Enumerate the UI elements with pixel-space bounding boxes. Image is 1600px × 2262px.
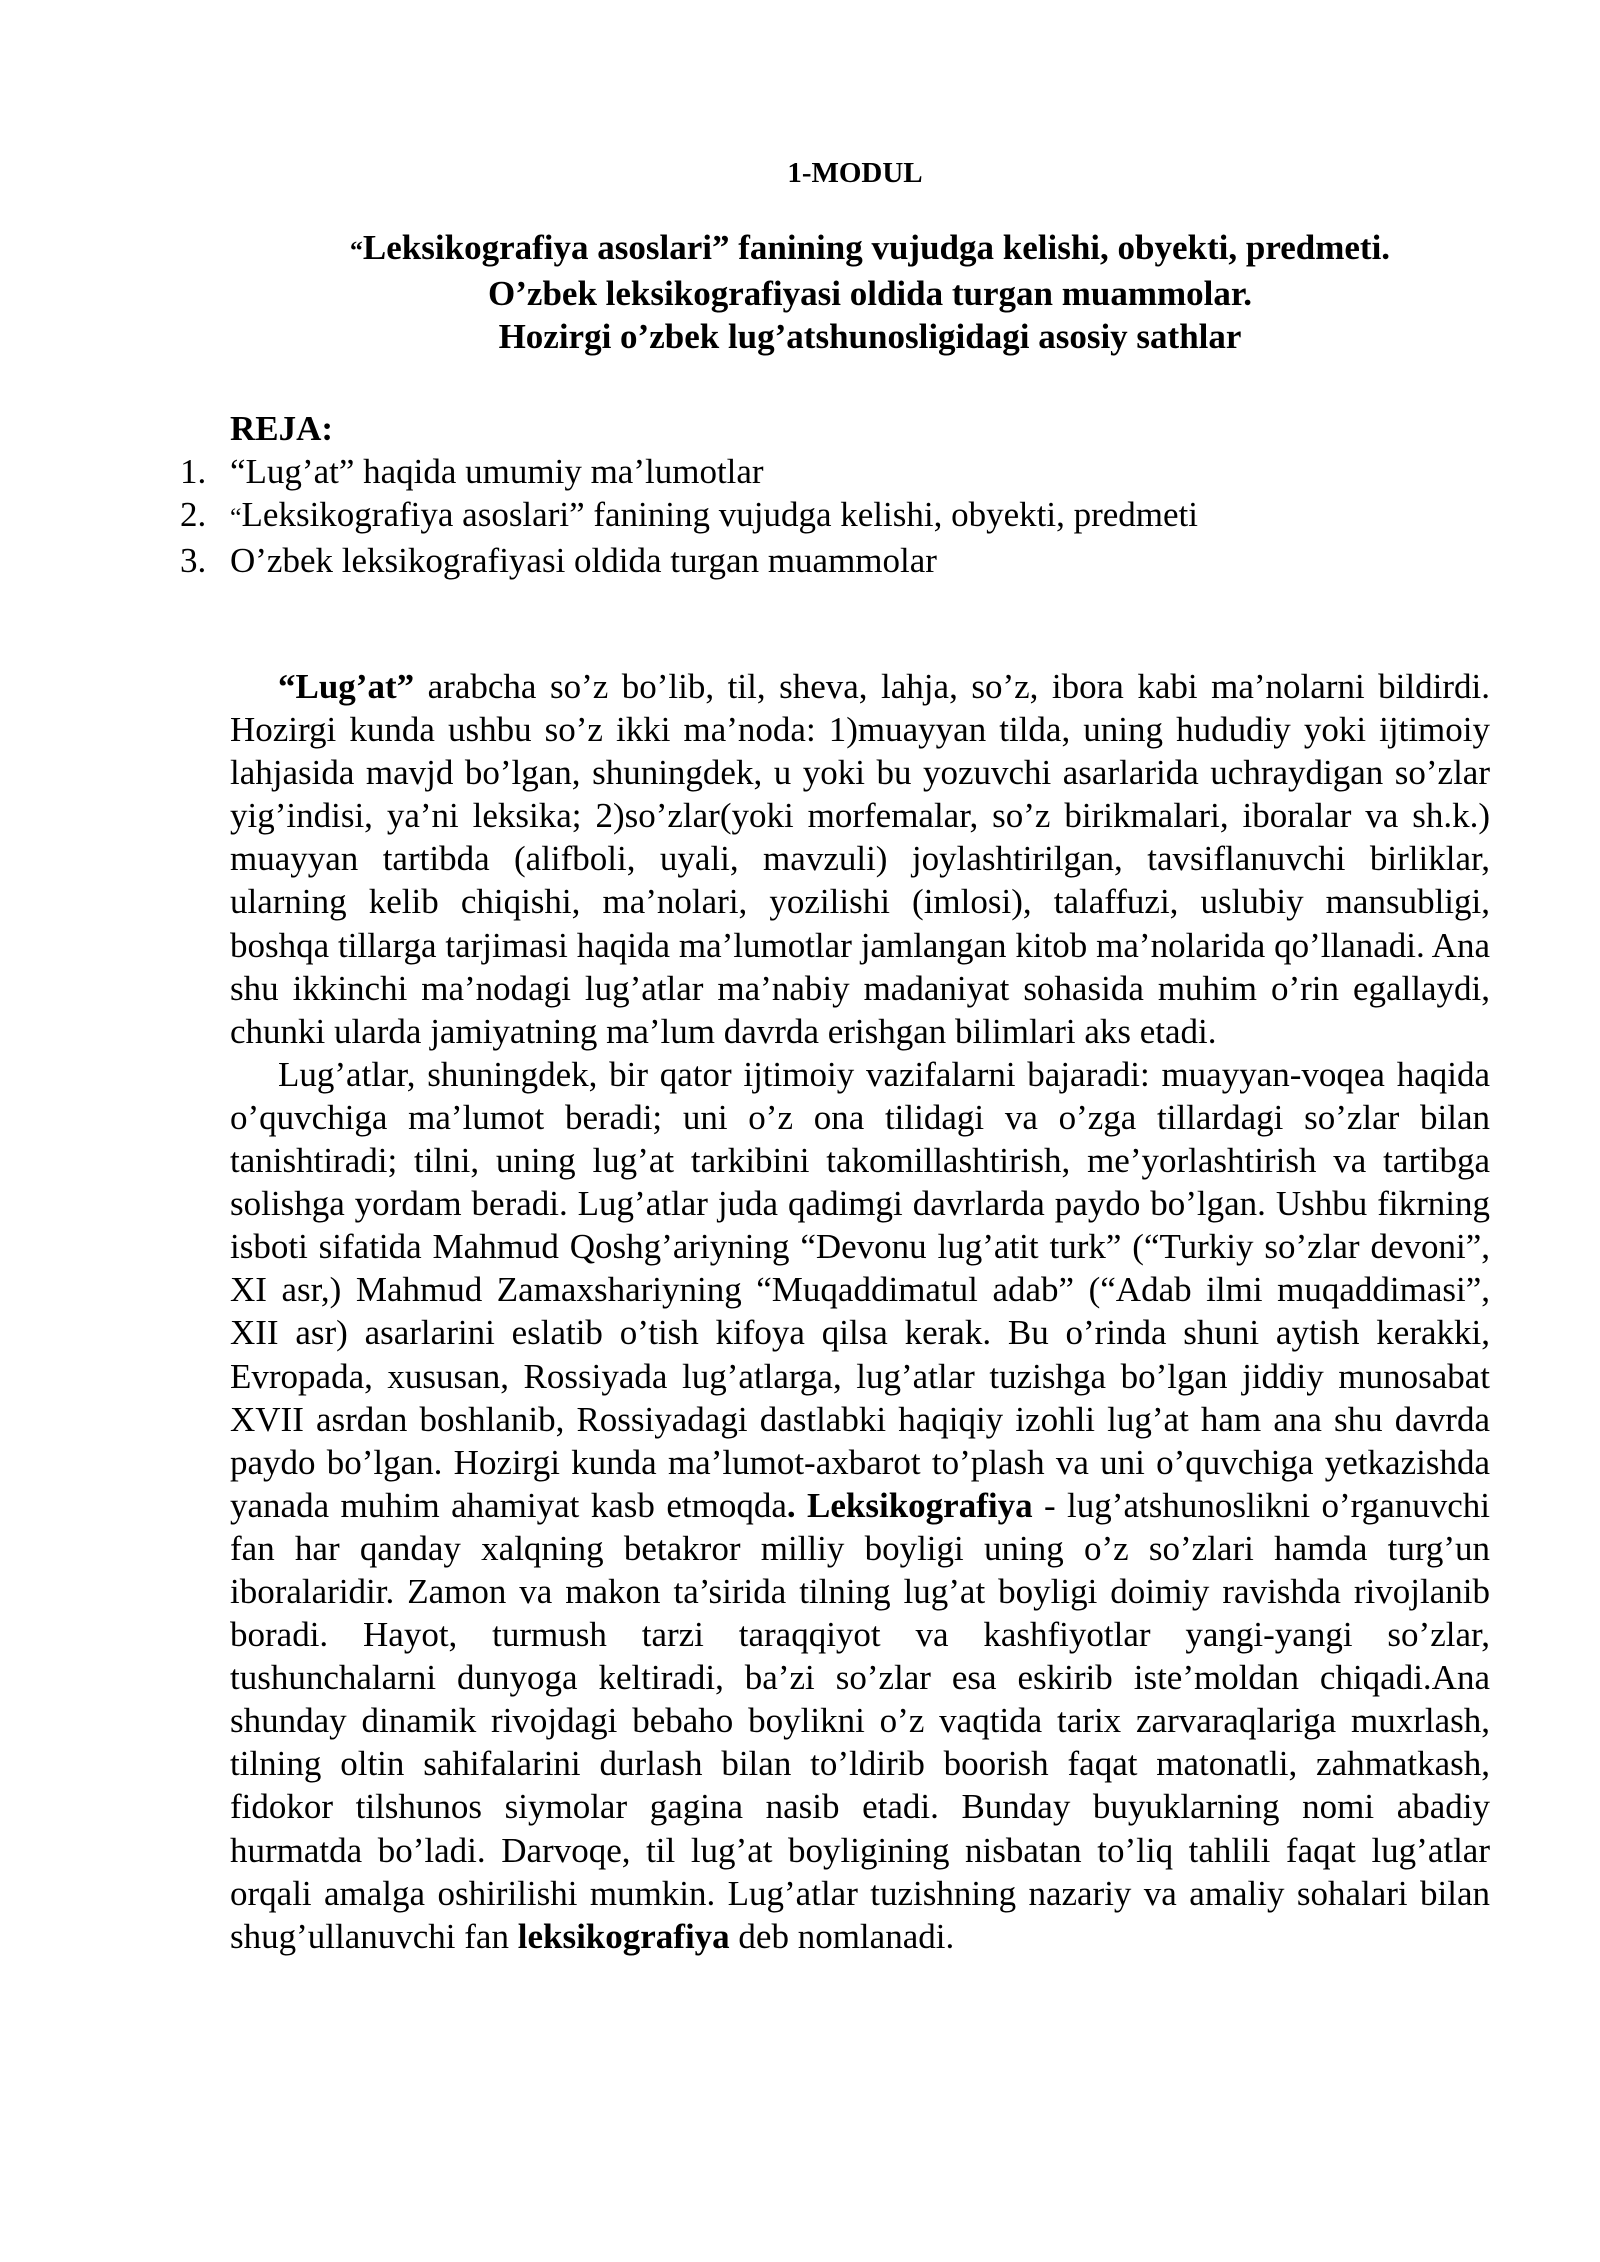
paragraph-2-bold-term: . Leksikografiya	[786, 1485, 1033, 1525]
paragraph-2	[230, 1053, 1490, 1958]
paragraph-2-bold-term-end: leksikografiya	[517, 1916, 730, 1956]
paragraph-1-text: arabcha so’z bo’lib, til, sheva, lahja, so’z, ibora kabi ma’nolarni bildirdi. Hozirgi kunda ushbu so’z ikki ma’noda: 1)muayyan tilda, uning hududiy yoki ijtimoiy lahjasida mavjd bo’lgan, shuningdek, u yoki bu yozuvchi asarlarida uchraydigan so’zlar yig’indisi, ya’ni leksika; 2)so’zlar(yoki morfemalar, so’z birikmalari, iboralar va sh.k.) muayyan tartibda (alifboli, uyali, mavzuli) joylashtirilgan, tavsiflanuvchi birliklar, ularning kelib chiqishi, ma’nolari, yozilishi (imlosi), talaffuzi, uslubiy mansubligi, boshqa tillarga tarjimasi haqida ma’lumotlar jamlangan kitob ma’nolarida qo’llanadi. Ana shu ikkinchi ma’nodagi lug’atlar ma’nabiy madaniyat sohasida muhim o’rin egallaydi, chunki ularda jamiyatning ma’lum davrda erishgan bilimlari aks etadi.	[230, 667, 1490, 1051]
title-line-3: Hozirgi o’zbek lug’atshunosligidagi asosiy sathlar	[498, 317, 1242, 356]
plan-item	[0, 450, 1198, 493]
title-opening-quote: “	[349, 236, 363, 265]
plan-item	[0, 493, 1198, 539]
plan-heading: REJA:	[230, 409, 334, 448]
title-line-1-text: Leksikografiya asoslari” fanining vujudga kelishi, obyekti, predmeti.	[362, 228, 1391, 267]
paragraph-2-text-end: deb nomlanadi.	[729, 1916, 955, 1956]
title-line-2: O’zbek leksikografiyasi oldida turgan muammolar.	[488, 274, 1252, 313]
body-text	[230, 665, 1490, 1958]
plan-item	[0, 539, 1198, 582]
plan-item-number: 3.	[180, 541, 207, 580]
paragraph-1	[230, 665, 1490, 1053]
plan-item-text: O’zbek leksikografiyasi oldida turgan muammolar	[230, 541, 937, 580]
title-line-1	[230, 226, 1510, 272]
paragraph-2-text-start: Lug’atlar, shuningdek, bir qator ijtimoiy vazifalarni bajaradi: muayyan-voqea haqida o’quvchiga ma’lumot beradi; uni o’z ona tilidagi va o’zga tillardagi so’zlar bilan tanishtiradi; tilni, uning lug’at tarkibini takomillashtirish, me’yorlashtirish va tartibga solishga yordam beradi. Lug’atlar juda qadimgi davrlarda paydo bo’lgan. Ushbu fikrning isboti sifatida Mahmud Qoshg’ariyning “Devonu lug’atit turk” (“Turkiy so’zlar devoni”, XI asr,) Mahmud Zamaxshariyning “Muqaddimatul adab” (“Adab ilmi muqaddimasi”, XII asr) asarlarini eslatib o’tish kifoya qilsa kerak. Bu o’rinda shuni aytish kerakki, Evropada, xususan, Rossiyada lug’atlarga, lug’atlar tuzishga bo’lgan jiddiy munosabat XVII asrdan boshlanib, Rossiyadagi dastlabki haqiqiy izohli lug’at ham ana shu davrda paydo bo’lgan. Hozirgi kunda ma’lumot-axbarot to’plash va uni o’quvchiga yetkazishda yanada muhim ahamiyat kasb etmoqda	[230, 1054, 1490, 1525]
plan-item-quote: “	[230, 503, 242, 532]
paragraph-1-lead-term: “Lug’at”	[278, 667, 415, 706]
plan-item-text: “Lug’at” haqida umumiy ma’lumotlar	[230, 452, 764, 491]
module-label: 1-MODUL	[787, 157, 923, 189]
plan-list	[0, 450, 1198, 582]
plan-item-text: Leksikografiya asoslari” fanining vujudga kelishi, obyekti, predmeti	[241, 495, 1198, 534]
plan-item-number: 1.	[180, 452, 207, 491]
paragraph-2-text-middle: - lug’atshunoslikni o’rganuvchi fan har qanday xalqning betakror milliy boyligi uning o’z so’zlari hamda turg’un iboralaridir. Zamon va makon ta’sirida tilning lug’at boyligi doimiy ravishda rivojlanib boradi. Hayot, turmush tarzi taraqqiyot va kashfiyotlar yangi-yangi so’zlar, tushunchalarni dunyoga keltiradi, ba’zi so’zlar esa eskirib iste’moldan chiqadi.Ana shunday dinamik rivojdagi bebaho boylikni o’z vaqtida tarix zarvaraqlariga muxrlash, tilning oltin sahifalarini durlash bilan to’ldirib boorish faqat matonatli, zahmatkash, fidokor tilshunos siymolar gagina nasib etadi. Bunday buyuklarning nomi abadiy hurmatda bo’ladi. Darvoqe, til lug’at boyligining nisbatan to’liq tahlili faqat lug’atlar orqali amalga oshirilishi mumkin. Lug’atlar tuzishning nazariy va amaliy sohalari bilan shug’ullanuvchi fan	[230, 1485, 1490, 1956]
plan-item-number: 2.	[180, 495, 207, 534]
document-title	[230, 226, 1510, 358]
